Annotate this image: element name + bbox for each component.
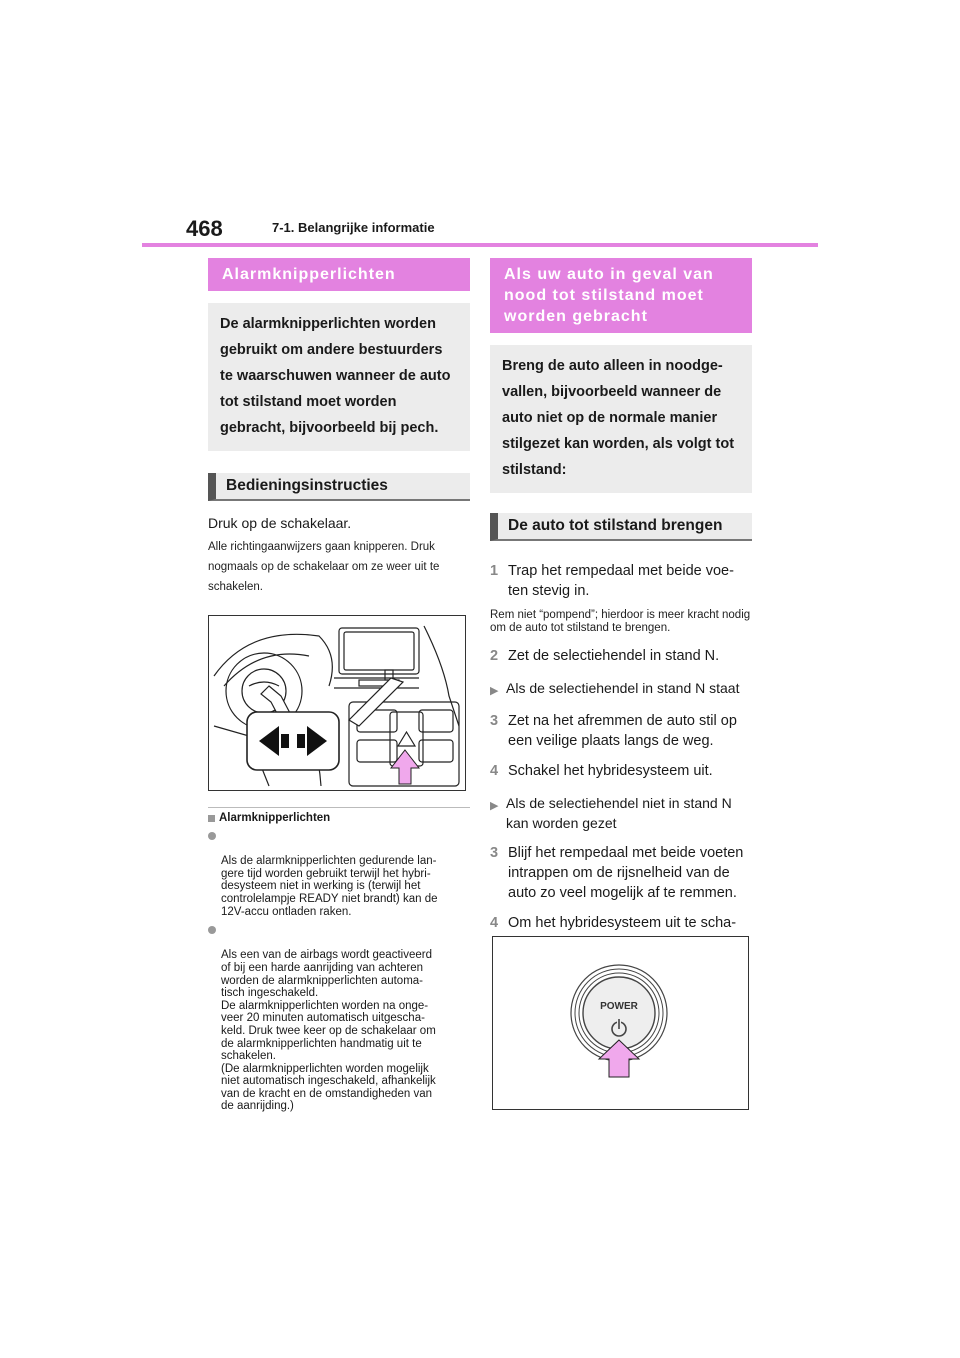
step-text: Trap het rempedaal met beide voe-ten stevig in. bbox=[508, 563, 734, 599]
intro-box: De alarmknipperlichten worden gebruikt om andere bestuurders te waarschuwen wanneer de auto tot stilstand moet worden gebracht, bijvoorbeeld bij pech. bbox=[208, 303, 470, 451]
bullet-icon bbox=[208, 926, 216, 934]
condition-text: Als de selectiehendel niet in stand N kan worden gezet bbox=[506, 795, 732, 832]
step-text: Zet na het afremmen de auto stil op een veilige plaats langs de weg. bbox=[508, 713, 737, 750]
subsection-title: Bedieningsinstructies bbox=[208, 473, 470, 501]
right-column bbox=[490, 258, 752, 1013]
page-number: 468 bbox=[186, 216, 223, 241]
note-heading-text: Alarmknipperlichten bbox=[219, 812, 331, 824]
step-number: 2 bbox=[490, 648, 499, 665]
step-number: 3 bbox=[490, 845, 499, 862]
triangle-right-icon: ▶ bbox=[490, 685, 499, 698]
step-number: 1 bbox=[490, 563, 499, 579]
step-text: Zet de selectiehendel in stand N. bbox=[508, 648, 720, 665]
power-button-illustration-icon bbox=[493, 937, 748, 1109]
note-heading bbox=[208, 812, 470, 824]
hazard-switch-illustration-icon bbox=[209, 616, 465, 790]
note-item bbox=[208, 830, 470, 918]
subsection-title-stop: De auto tot stilstand brengen bbox=[490, 513, 752, 541]
step-1-note: Rem niet “pompend”; hierdoor is meer kracht nodig om de auto tot stilstand te brengen. bbox=[490, 609, 751, 634]
hazard-switch-figure bbox=[208, 615, 466, 791]
step-1 bbox=[490, 561, 752, 601]
square-bullet-icon bbox=[208, 815, 215, 822]
section-title-hazard: Alarmknipperlichten bbox=[208, 258, 470, 291]
note-text: Als een van de airbags wordt geactiveerd of bij een harde aanrijding van achteren worden de alarmknipperlichten automa- tisch ingeschakeld. De alarmknipperlichten worden na onge- veer 20 minuten automatisch uitgescha- keld. Druk twee keer op de schakelaar om de alarmknipperlichten handmatig uit te schakelen. (De alarmknipperlichten worden mogelijk niet automatisch ingeschakeld, afhankelijk van de kracht en de omstandigheden van de aanrijding.) bbox=[221, 949, 436, 1113]
condition-a bbox=[490, 678, 752, 701]
condition-b bbox=[490, 793, 752, 833]
instruction-text: Druk op de schakelaar. bbox=[208, 515, 352, 531]
note-item bbox=[208, 924, 470, 1113]
step-number: 3 bbox=[490, 713, 499, 730]
step-2 bbox=[490, 646, 752, 666]
note-divider bbox=[208, 807, 470, 808]
note-text: Als de alarmknipperlichten gedurende lan- gere tijd worden gebruikt terwijl het hybri- desysteem niet in werking is (terwijl het controlelampje READY niet brandt) kan de 12V-accu ontladen raken. bbox=[221, 855, 438, 918]
step-text: Schakel het hybridesysteem uit. bbox=[508, 763, 713, 780]
instruction-detail: Alle richtingaanwijzers gaan knipperen. Druk nogmaals op de schakelaar om ze weer uit te schakelen. bbox=[208, 541, 440, 593]
section-header: 7-1. Belangrijke informatie bbox=[272, 220, 435, 235]
power-label: POWER bbox=[600, 1001, 638, 1012]
triangle-right-icon: ▶ bbox=[490, 800, 499, 813]
bullet-icon bbox=[208, 832, 216, 840]
step-4a bbox=[490, 761, 752, 781]
step-text: Blijf het rempedaal met beide voeten intrappen om de rijsnelheid van de auto zo veel mogelijk af te remmen. bbox=[508, 845, 744, 902]
emergency-intro-box: Breng de auto alleen in noodge-vallen, bijvoorbeeld wanneer de auto niet op de normale manier stilgezet kan worden, als volgt tot stilstand: bbox=[490, 345, 752, 493]
step-number: 4 bbox=[490, 763, 499, 780]
step-3b bbox=[490, 843, 752, 903]
step-text: Om het hybridesysteem uit te scha- bbox=[508, 915, 737, 932]
step-number: 4 bbox=[490, 915, 499, 932]
step-3a bbox=[490, 711, 752, 751]
power-button-figure bbox=[492, 936, 749, 1110]
condition-text: Als de selectiehendel in stand N staat bbox=[506, 680, 740, 697]
left-column bbox=[208, 258, 470, 1113]
section-title-emergency: Als uw auto in geval van nood tot stilstand moet worden gebracht bbox=[490, 258, 752, 333]
header-rule bbox=[142, 243, 818, 247]
